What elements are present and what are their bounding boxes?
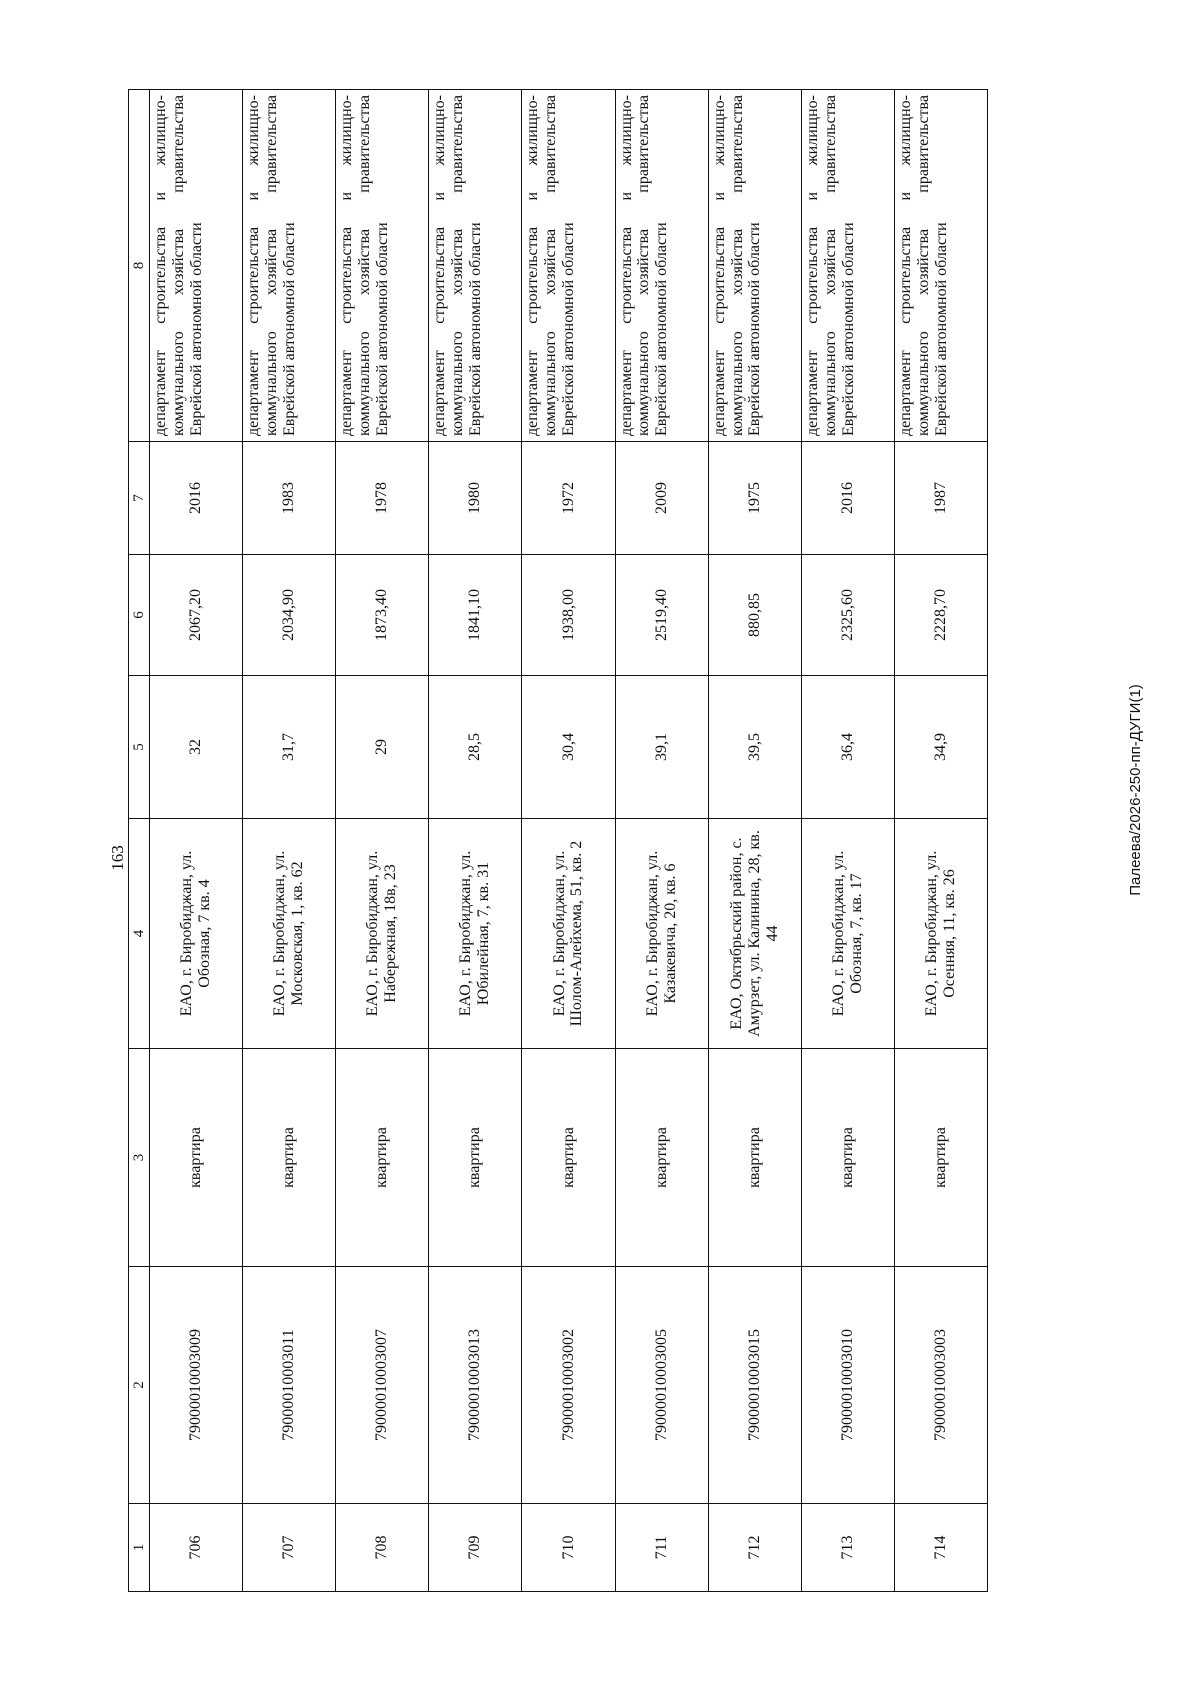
year: 1980 bbox=[429, 442, 522, 555]
table-row bbox=[336, 90, 429, 1592]
cadastral-number: 79000010003010 bbox=[801, 1267, 894, 1504]
table-row bbox=[894, 90, 987, 1592]
cost: 2034,90 bbox=[243, 555, 336, 676]
registry-table bbox=[128, 89, 988, 1592]
registry-table-wrapper bbox=[128, 90, 988, 1592]
table-row bbox=[243, 90, 336, 1592]
object-type: квартира bbox=[708, 1049, 801, 1267]
cadastral-number: 79000010003003 bbox=[894, 1267, 987, 1504]
cost: 1841,10 bbox=[429, 555, 522, 676]
object-type: квартира bbox=[336, 1049, 429, 1267]
row-number: 710 bbox=[522, 1504, 615, 1592]
address: ЕАО, г. Биробиджан, ул. Юбилейная, 7, кв. 31 bbox=[429, 819, 522, 1049]
address: ЕАО, Октябрьский район, с. Амурзет, ул. Калинина, 28, кв. 44 bbox=[708, 819, 801, 1049]
column-header-3: 3 bbox=[129, 1049, 150, 1267]
row-number: 706 bbox=[150, 1504, 243, 1592]
cadastral-number: 79000010003005 bbox=[615, 1267, 708, 1504]
holder: департамент строительства и жилищно-коммунального хозяйства правительства Еврейской автономной области bbox=[894, 90, 987, 442]
address: ЕАО, г. Биробиджан, ул. Обозная, 7 кв. 4 bbox=[150, 819, 243, 1049]
row-number: 709 bbox=[429, 1504, 522, 1592]
cost: 1938,00 bbox=[522, 555, 615, 676]
cost: 1873,40 bbox=[336, 555, 429, 676]
object-type: квартира bbox=[150, 1049, 243, 1267]
holder: департамент строительства и жилищно-коммунального хозяйства правительства Еврейской автономной области bbox=[522, 90, 615, 442]
area: 31,7 bbox=[243, 676, 336, 819]
column-header-6: 6 bbox=[129, 555, 150, 676]
address: ЕАО, г. Биробиджан, ул. Казакевича, 20, кв. 6 bbox=[615, 819, 708, 1049]
holder: департамент строительства и жилищно-коммунального хозяйства правительства Еврейской автономной области bbox=[801, 90, 894, 442]
column-header-4: 4 bbox=[129, 819, 150, 1049]
area: 32 bbox=[150, 676, 243, 819]
object-type: квартира bbox=[615, 1049, 708, 1267]
column-header-1: 1 bbox=[129, 1504, 150, 1592]
cadastral-number: 79000010003015 bbox=[708, 1267, 801, 1504]
column-header-2: 2 bbox=[129, 1267, 150, 1504]
address: ЕАО, г. Биробиджан, ул. Осенняя, 11, кв. 26 bbox=[894, 819, 987, 1049]
row-number: 714 bbox=[894, 1504, 987, 1592]
table-row bbox=[150, 90, 243, 1592]
object-type: квартира bbox=[429, 1049, 522, 1267]
year: 1987 bbox=[894, 442, 987, 555]
table-row bbox=[801, 90, 894, 1592]
row-number: 708 bbox=[336, 1504, 429, 1592]
cost: 2067,20 bbox=[150, 555, 243, 676]
row-number: 707 bbox=[243, 1504, 336, 1592]
cadastral-number: 79000010003007 bbox=[336, 1267, 429, 1504]
area: 36,4 bbox=[801, 676, 894, 819]
holder: департамент строительства и жилищно-коммунального хозяйства правительства Еврейской автономной области bbox=[336, 90, 429, 442]
area: 30,4 bbox=[522, 676, 615, 819]
address: ЕАО, г. Биробиджан, ул. Шолом-Алейхема, 51, кв. 2 bbox=[522, 819, 615, 1049]
year: 2009 bbox=[615, 442, 708, 555]
area: 39,5 bbox=[708, 676, 801, 819]
year: 1975 bbox=[708, 442, 801, 555]
area: 29 bbox=[336, 676, 429, 819]
holder: департамент строительства и жилищно-коммунального хозяйства правительства Еврейской автономной области bbox=[615, 90, 708, 442]
row-number: 713 bbox=[801, 1504, 894, 1592]
year: 1972 bbox=[522, 442, 615, 555]
object-type: квартира bbox=[522, 1049, 615, 1267]
row-number: 711 bbox=[615, 1504, 708, 1592]
cost: 2228,70 bbox=[894, 555, 987, 676]
area: 39,1 bbox=[615, 676, 708, 819]
object-type: квартира bbox=[243, 1049, 336, 1267]
object-type: квартира bbox=[801, 1049, 894, 1267]
table-row bbox=[429, 90, 522, 1592]
page-number: 163 bbox=[108, 845, 127, 871]
table-row bbox=[522, 90, 615, 1592]
column-header-8: 8 bbox=[129, 90, 150, 442]
holder: департамент строительства и жилищно-коммунального хозяйства правительства Еврейской автономной области bbox=[429, 90, 522, 442]
holder: департамент строительства и жилищно-коммунального хозяйства правительства Еврейской автономной области bbox=[150, 90, 243, 442]
column-header-5: 5 bbox=[129, 676, 150, 819]
row-number: 712 bbox=[708, 1504, 801, 1592]
cost: 880,85 bbox=[708, 555, 801, 676]
column-header-7: 7 bbox=[129, 442, 150, 555]
cost: 2325,60 bbox=[801, 555, 894, 676]
cadastral-number: 79000010003011 bbox=[243, 1267, 336, 1504]
year: 1983 bbox=[243, 442, 336, 555]
header-row bbox=[129, 90, 150, 1592]
address: ЕАО, г. Биробиджан, ул. Обозная, 7, кв. 17 bbox=[801, 819, 894, 1049]
object-type: квартира bbox=[894, 1049, 987, 1267]
cost: 2519,40 bbox=[615, 555, 708, 676]
holder: департамент строительства и жилищно-коммунального хозяйства правительства Еврейской автономной области bbox=[708, 90, 801, 442]
year: 2016 bbox=[801, 442, 894, 555]
table-row bbox=[708, 90, 801, 1592]
year: 1978 bbox=[336, 442, 429, 555]
area: 28,5 bbox=[429, 676, 522, 819]
holder: департамент строительства и жилищно-коммунального хозяйства правительства Еврейской автономной области bbox=[243, 90, 336, 442]
cadastral-number: 79000010003002 bbox=[522, 1267, 615, 1504]
address: ЕАО, г. Биробиджан, ул. Набережная, 18в, 23 bbox=[336, 819, 429, 1049]
document-reference: Палеева/2026-250-пп-ДУГИ(1) bbox=[1127, 684, 1144, 896]
year: 2016 bbox=[150, 442, 243, 555]
registry-table-rotated bbox=[128, 90, 988, 1592]
table-row bbox=[615, 90, 708, 1592]
cadastral-number: 79000010003013 bbox=[429, 1267, 522, 1504]
address: ЕАО, г. Биробиджан, ул. Московская, 1, кв. 62 bbox=[243, 819, 336, 1049]
cadastral-number: 79000010003009 bbox=[150, 1267, 243, 1504]
area: 34,9 bbox=[894, 676, 987, 819]
